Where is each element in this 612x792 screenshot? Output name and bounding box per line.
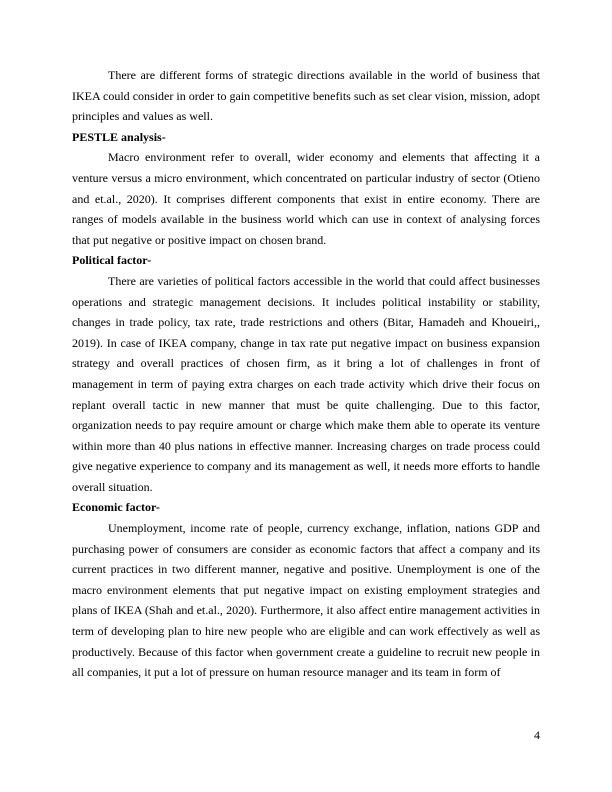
page-number: 4 [534,728,540,742]
economic-factor-paragraph: Unemployment, income rate of people, currency exchange, inflation, nations GDP and purchasing power of consumers are consider as economic factors that affect a company and its current practices in two different manner, negative and positive. Unemployment is one of the macro environment elements that put negative impact on existing employment strategies and plans of IKEA (Shah and et.al., 2020). Furthermore, it also affect entire management activities in term of developing plan to hire new people who are eligible and can work effectively as well as productively. Because of this factor when government create a guideline to recruit new people in all companies, it put a lot of pressure on human resource manager and its team in form of [72,521,540,680]
economic-factor-heading: Economic factor- [72,500,160,515]
pestle-paragraph: Macro environment refer to overall, wider economy and elements that affecting it a venture versus a micro environment, which concentrated on particular industry of sector (Otieno and et.al., 2020). It comprises different components that exist in entire economy. There are ranges of models available in the business world which can use in context of analysing forces that put negative or positive impact on chosen brand. [72,150,540,247]
pestle-heading: PESTLE analysis- [72,129,166,144]
page-body [72,65,540,683]
political-factor-paragraph: There are varieties of political factors accessible in the world that could affect businesses operations and strategic management decisions. It includes political instability or stability, changes in trade policy, tax rate, trade restrictions and others (Bitar, Hamadeh and Khoueiri,, 2019). In case of IKEA company, change in tax rate put negative impact on business expansion strategy and overall practices of chosen firm, as it bring a lot of challenges in front of management in term of paying extra charges on each trade activity which drive their focus on replant overall tactic in new manner that must be quite challenging. Due to this factor, organization needs to pay require amount or charge which make them able to operate its venture within more than 40 plus nations in effective manner. Increasing charges on trade process could give negative experience to company and its management as well, it needs more efforts to handle overall situation. [72,273,540,494]
political-factor-heading: Political factor- [72,253,152,268]
intro-paragraph: There are different forms of strategic directions available in the world of business that IKEA could consider in order to gain competitive benefits such as set clear vision, mission, adopt principles and values as well. [72,68,540,124]
